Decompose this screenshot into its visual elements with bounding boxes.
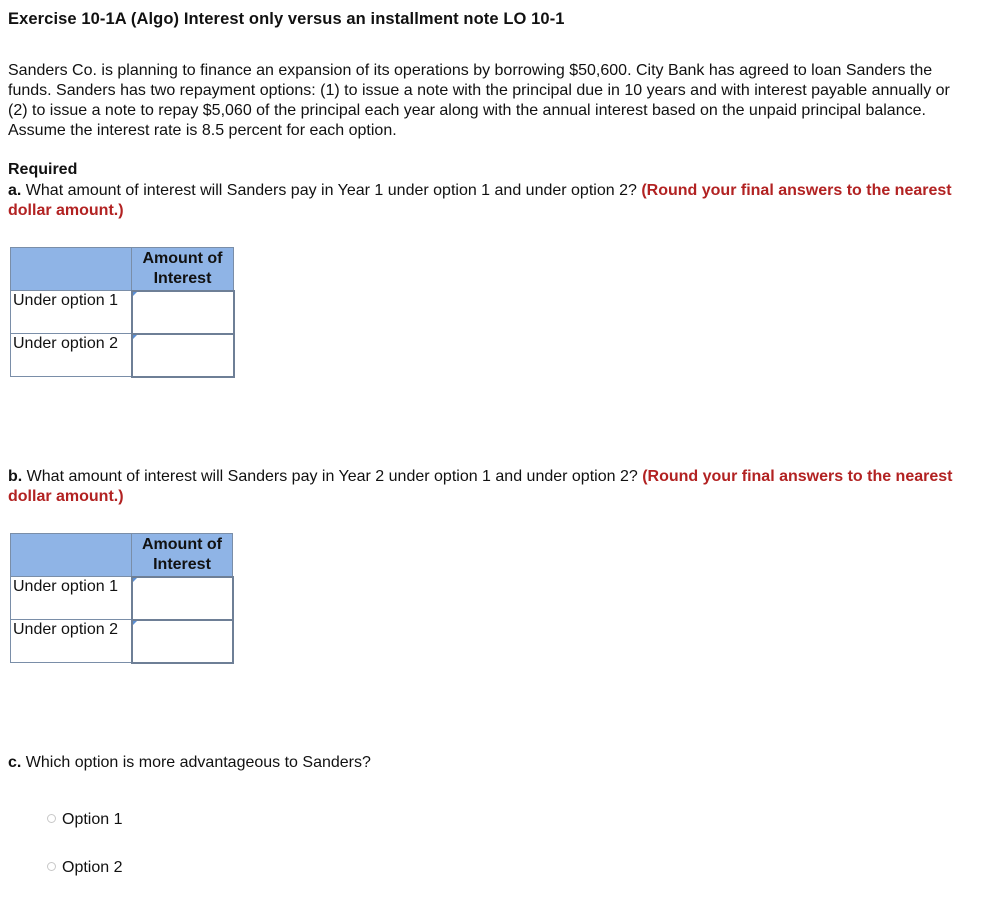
- question-a-hint: (Round your final answers to the nearest dollar amount.): [8, 182, 952, 219]
- required-heading: Required: [8, 161, 78, 178]
- table-row: [11, 291, 234, 334]
- question-a: [8, 181, 953, 221]
- table-b-row-label-option-2: Under option 2: [11, 620, 132, 663]
- radio-option-2[interactable]: [47, 859, 122, 877]
- table-row: [11, 577, 233, 620]
- cell-marker-icon: [133, 621, 137, 625]
- radio-option-1[interactable]: [47, 811, 122, 829]
- question-b: [8, 467, 953, 507]
- table-a-corner: [11, 248, 132, 291]
- answer-table-a: [10, 247, 235, 378]
- question-a-text: What amount of interest will Sanders pay in Year 1 under option 1 and under option 2?: [25, 182, 637, 199]
- radio-circle-icon[interactable]: [47, 814, 56, 823]
- question-b-label: b.: [8, 468, 23, 485]
- cell-marker-icon: [133, 578, 137, 582]
- table-row: [11, 620, 233, 663]
- table-b-cell-option-1[interactable]: [132, 577, 233, 620]
- table-b-column-header: Amount of Interest: [132, 534, 233, 577]
- radio-circle-icon[interactable]: [47, 862, 56, 871]
- question-c: [8, 753, 953, 773]
- question-c-label: c.: [8, 754, 22, 771]
- interest-input-b-option-1[interactable]: [133, 580, 232, 617]
- table-a-cell-option-2[interactable]: [132, 334, 234, 377]
- cell-marker-icon: [133, 292, 137, 296]
- question-b-hint: (Round your final answers to the nearest dollar amount.): [8, 468, 953, 505]
- question-b-text: What amount of interest will Sanders pay in Year 2 under option 1 and under option 2?: [26, 468, 638, 485]
- table-b-corner: [11, 534, 132, 577]
- interest-input-a-option-1[interactable]: [133, 294, 233, 331]
- answer-table-b: [10, 533, 234, 664]
- radio-option-1-label: Option 1: [62, 811, 123, 828]
- question-a-label: a.: [8, 182, 22, 199]
- table-a-cell-option-1[interactable]: [132, 291, 234, 334]
- question-c-text: Which option is more advantageous to Sanders?: [25, 754, 371, 771]
- table-b-row-label-option-1: Under option 1: [11, 577, 132, 620]
- problem-statement: Sanders Co. is planning to finance an expansion of its operations by borrowing $50,600. City Bank has agreed to loan Sanders the funds. Sanders has two repayment options: (1) to issue a note with the principal due in 10 years and with interest payable annually or (2) to issue a note to repay $5,060 of the principal each year along with the annual interest based on the unpaid principal balance. Assume the interest rate is 8.5 percent for each option.: [8, 62, 950, 139]
- exercise-title: Exercise 10-1A (Algo) Interest only versus an installment note LO 10-1: [8, 10, 565, 28]
- cell-marker-icon: [133, 335, 137, 339]
- radio-option-2-label: Option 2: [62, 859, 123, 876]
- table-row: [11, 334, 234, 377]
- interest-input-b-option-2[interactable]: [133, 623, 232, 660]
- table-a-row-label-option-1: Under option 1: [11, 291, 132, 334]
- table-a-column-header: Amount of Interest: [132, 248, 234, 291]
- table-a-row-label-option-2: Under option 2: [11, 334, 132, 377]
- interest-input-a-option-2[interactable]: [133, 337, 233, 374]
- table-b-cell-option-2[interactable]: [132, 620, 233, 663]
